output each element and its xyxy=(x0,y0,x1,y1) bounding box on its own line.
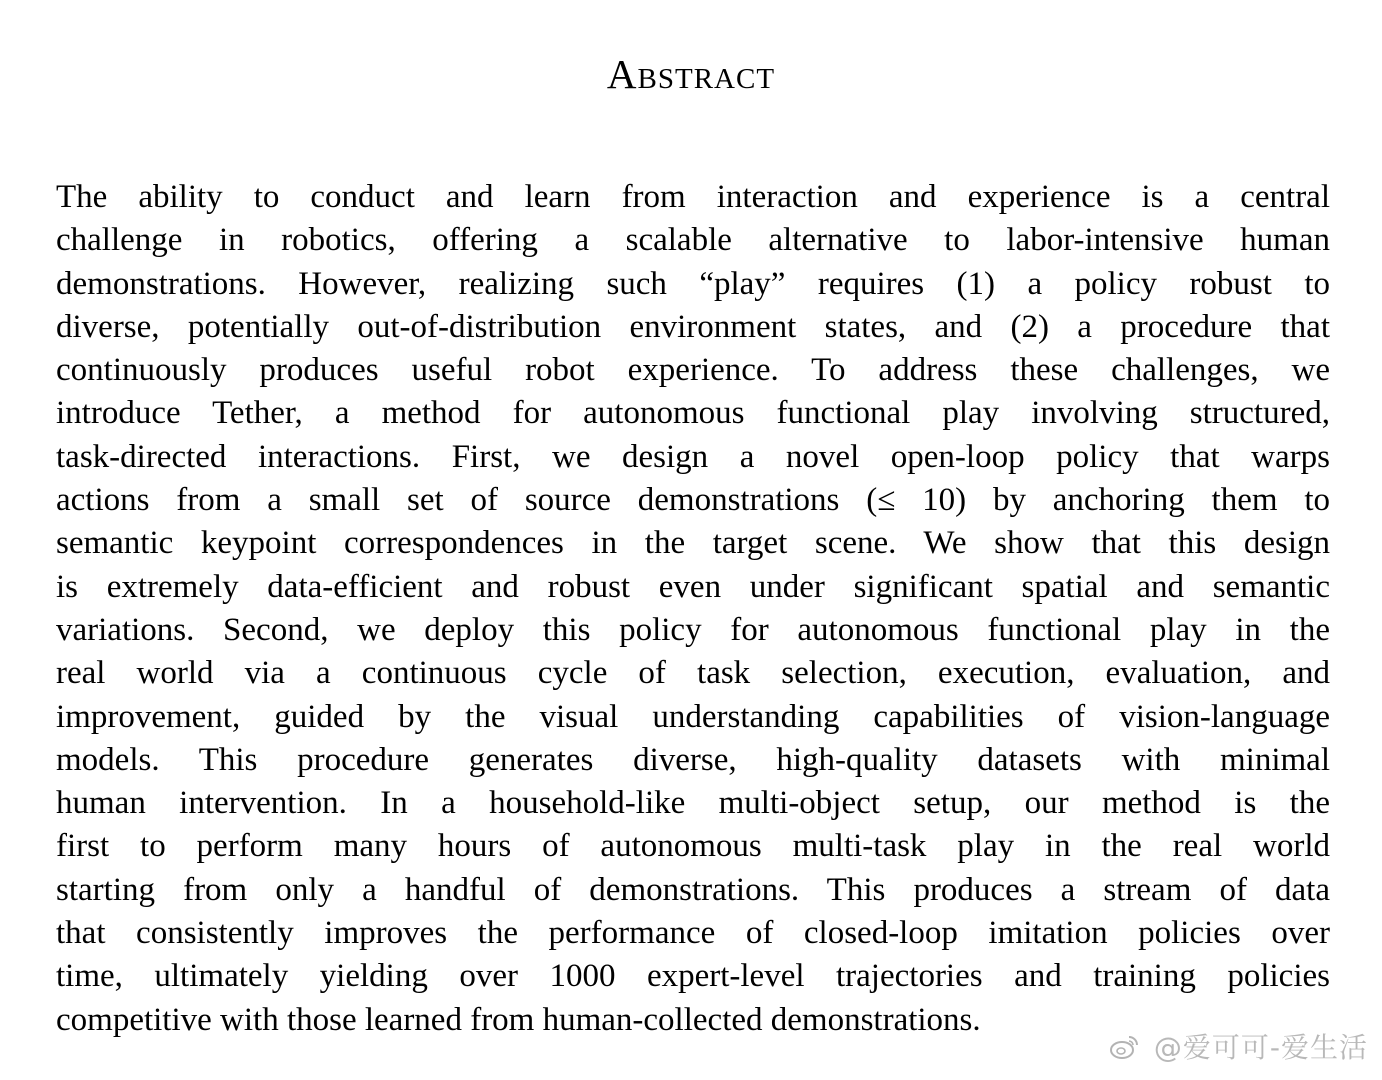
abstract-line: that consistently improves the performance of closed-loop imitation policies over xyxy=(56,915,1330,952)
abstract-body xyxy=(56,176,1330,1042)
abstract-line: human intervention. In a household-like multi-object setup, our method is the xyxy=(56,785,1330,822)
abstract-line: introduce Tether, a method for autonomous functional play involving structured, xyxy=(56,395,1330,432)
abstract-line: diverse, potentially out-of-distribution environment states, and (2) a procedure that xyxy=(56,308,1330,345)
abstract-line: actions from a small set of source demonstrations (≤ 10) by anchoring them to xyxy=(56,482,1330,519)
abstract-line: is extremely data-efficient and robust even under significant spatial and semantic xyxy=(56,568,1330,605)
weibo-logo-icon xyxy=(1109,1034,1148,1064)
abstract-line: demonstrations. However, realizing such “play” requires (1) a policy robust to xyxy=(56,265,1330,302)
abstract-line: time, ultimately yielding over 1000 expert-level trajectories and training policies xyxy=(56,958,1330,995)
abstract-heading: Abstract xyxy=(606,51,776,97)
abstract-line: task-directed interactions. First, we design a novel open-loop policy that warps xyxy=(56,438,1330,475)
abstract-line: challenge in robotics, offering a scalable alternative to labor-intensive human xyxy=(56,222,1330,259)
abstract-line: real world via a continuous cycle of task selection, execution, evaluation, and xyxy=(56,655,1330,692)
abstract-line: variations. Second, we deploy this policy for autonomous functional play in the xyxy=(56,611,1330,648)
abstract-line: starting from only a handful of demonstrations. This produces a stream of data xyxy=(56,871,1330,908)
abstract-line: competitive with those learned from human-collected demonstrations. xyxy=(56,1001,981,1038)
abstract-line: first to perform many hours of autonomous multi-task play in the real world xyxy=(56,828,1330,865)
abstract-line: improvement, guided by the visual understanding capabilities of vision-language xyxy=(56,698,1330,735)
watermark-text: @爱可可-爱生活 xyxy=(1153,1031,1368,1064)
weibo-watermark xyxy=(1109,1026,1368,1066)
abstract-line: The ability to conduct and learn from interaction and experience is a central xyxy=(56,179,1330,215)
abstract-line: semantic keypoint correspondences in the target scene. We show that this design xyxy=(56,525,1330,562)
abstract-line: continuously produces useful robot experience. To address these challenges, we xyxy=(56,352,1330,389)
abstract-line: models. This procedure generates diverse, high-quality datasets with minimal xyxy=(56,741,1330,778)
